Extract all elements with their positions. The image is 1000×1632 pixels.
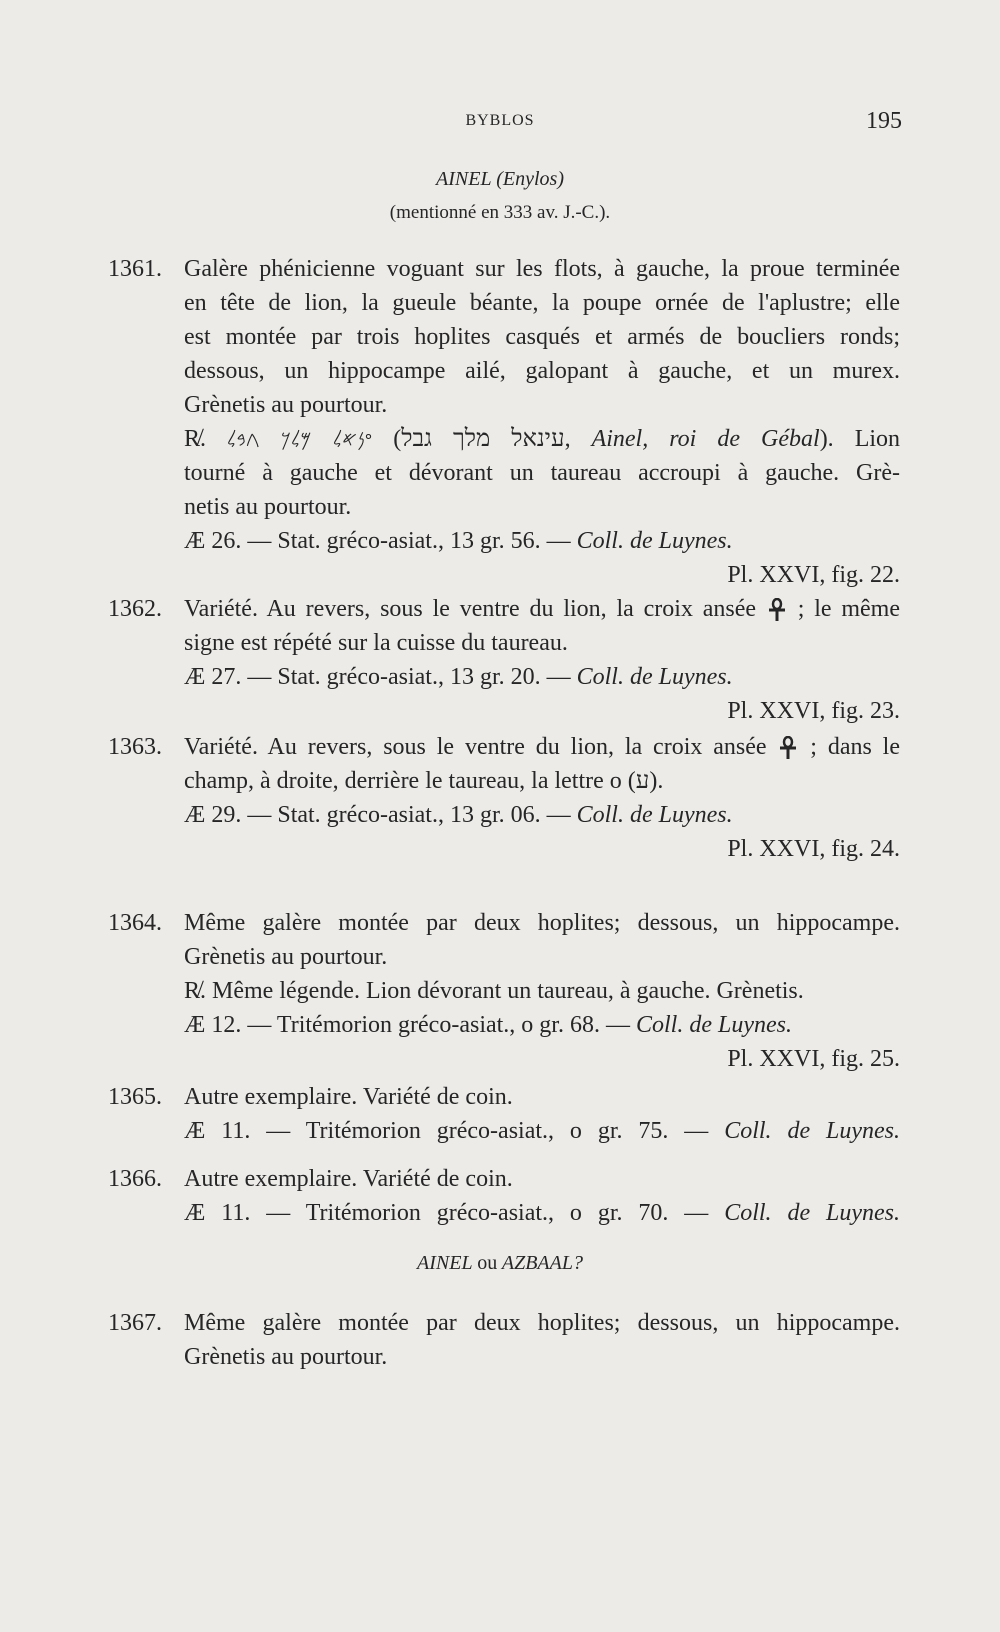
- collection: Coll. de Luynes.: [576, 664, 733, 690]
- collection: Coll. de Luynes.: [724, 1200, 900, 1226]
- ankh-cross-icon: [766, 598, 788, 622]
- entry-number: 1361.: [108, 256, 162, 282]
- entry-text-line: Variété. Au revers, sous le ventre du lion, la croix ansée ; dans le: [184, 734, 901, 760]
- entry-text-line: signe est répété sur la cuisse du taureau.: [184, 630, 568, 656]
- entry-text-line: en tête de lion, la gueule béante, la poupe ornée de l'aplustre; elle: [184, 290, 900, 316]
- metal-weight-line: Æ 12. — Tritémorion gréco-asiat., o gr. 68. — Coll. de Luynes.: [184, 1012, 792, 1038]
- collection: Coll. de Luynes.: [576, 528, 733, 554]
- legend-translation: Ainel, roi de Gébal: [591, 426, 820, 452]
- entry-text-line: Grènetis au pourtour.: [184, 392, 388, 418]
- section-title-ainel: [0, 168, 1000, 191]
- entry-text-line: est montée par trois hoplites casqués et armés de boucliers ronds;: [184, 324, 900, 350]
- entry-1366: [108, 1162, 900, 1230]
- entry-text-line: Galère phénicienne voguant sur les flots, à gauche, la proue terminée: [184, 256, 900, 282]
- reverse-line: R̸. Même légende. Lion dévorant un taureau, à gauche. Grènetis.: [184, 978, 804, 1004]
- ankh-cross-icon: [777, 736, 799, 760]
- entry-number: 1365.: [108, 1084, 162, 1110]
- entry-1363: [108, 730, 900, 866]
- ruler-greek-name: (Enylos): [496, 168, 564, 190]
- plate-reference: Pl. XXVI, fig. 23.: [727, 698, 900, 724]
- section-date-note: (mentionné en 333 av. J.-C.).: [389, 202, 611, 223]
- hebrew-legend: (עינאל מלך גבל: [393, 426, 565, 452]
- plate-reference: Pl. XXVI, fig. 25.: [727, 1046, 900, 1072]
- entry-text-line: Même galère montée par deux hoplites; dessous, un hippocampe.: [184, 1310, 900, 1336]
- entry-text-line: champ, à droite, derrière le taureau, la lettre o (ע).: [184, 768, 664, 794]
- collection: Coll. de Luynes.: [635, 1012, 792, 1038]
- entry-text-line: Grènetis au pourtour.: [184, 1344, 388, 1370]
- entry-number: 1367.: [108, 1310, 162, 1336]
- entry-text-line: dessous, un hippocampe ailé, galopant à gauche, et un murex.: [184, 358, 900, 384]
- entry-text-line: Autre exemplaire. Variété de coin.: [184, 1084, 513, 1110]
- collection: Coll. de Luynes.: [576, 802, 733, 828]
- running-header: BYBLOS: [465, 112, 535, 129]
- collection: Coll. de Luynes.: [724, 1118, 900, 1144]
- entry-text-line: Variété. Au revers, sous le ventre du lion, la croix ansée ; le même: [184, 596, 900, 622]
- entry-1364: [108, 906, 900, 1076]
- reverse-mark: R̸.: [184, 426, 207, 452]
- entry-number: 1366.: [108, 1166, 162, 1192]
- entry-1361: [108, 252, 900, 592]
- entry-text-line: tourné à gauche et dévorant un taureau accroupi à gauche. Grè-: [184, 460, 900, 486]
- entry-text-line: Autre exemplaire. Variété de coin.: [184, 1166, 513, 1192]
- metal-weight-line: Æ 11. — Tritémorion gréco-asiat., o gr. 70. — Coll. de Luynes.: [184, 1200, 900, 1226]
- entry-text-line: Même galère montée par deux hoplites; dessous, un hippocampe.: [184, 910, 900, 936]
- plate-reference: Pl. XXVI, fig. 22.: [727, 562, 900, 588]
- entry-text-line: Grènetis au pourtour.: [184, 944, 388, 970]
- plate-reference: Pl. XXVI, fig. 24.: [727, 836, 900, 862]
- page-number: 195: [866, 108, 902, 134]
- metal-weight-line: Æ 27. — Stat. gréco-asiat., 13 gr. 20. — Coll. de Luynes.: [184, 664, 733, 690]
- entry-number: 1362.: [108, 596, 162, 622]
- ruler-name: AINEL: [436, 168, 492, 190]
- entry-number: 1363.: [108, 734, 162, 760]
- phoenician-legend: 𐤏𐤍𐤀𐤋 𐤌𐤋𐤊 𐤂𐤁𐤋: [227, 427, 373, 451]
- entry-1367: [108, 1306, 900, 1374]
- entry-1365: [108, 1080, 900, 1148]
- metal-weight-line: Æ 11. — Tritémorion gréco-asiat., o gr. 75. — Coll. de Luynes.: [184, 1118, 900, 1144]
- entry-text-line: netis au pourtour.: [184, 494, 352, 520]
- entry-1362: [108, 592, 900, 728]
- reverse-legend-line: R̸. 𐤏𐤍𐤀𐤋 𐤌𐤋𐤊 𐤂𐤁𐤋 (עינאל מלך גבל, Ainel, roi de Gébal). Lion: [184, 426, 901, 452]
- section-title-ainel-azbaal: AINEL ou AZBAAL?: [417, 1252, 583, 1274]
- metal-weight-line: Æ 26. — Stat. gréco-asiat., 13 gr. 56. — Coll. de Luynes.: [184, 528, 733, 554]
- entry-number: 1364.: [108, 910, 162, 936]
- metal-weight-line: Æ 29. — Stat. gréco-asiat., 13 gr. 06. — Coll. de Luynes.: [184, 802, 733, 828]
